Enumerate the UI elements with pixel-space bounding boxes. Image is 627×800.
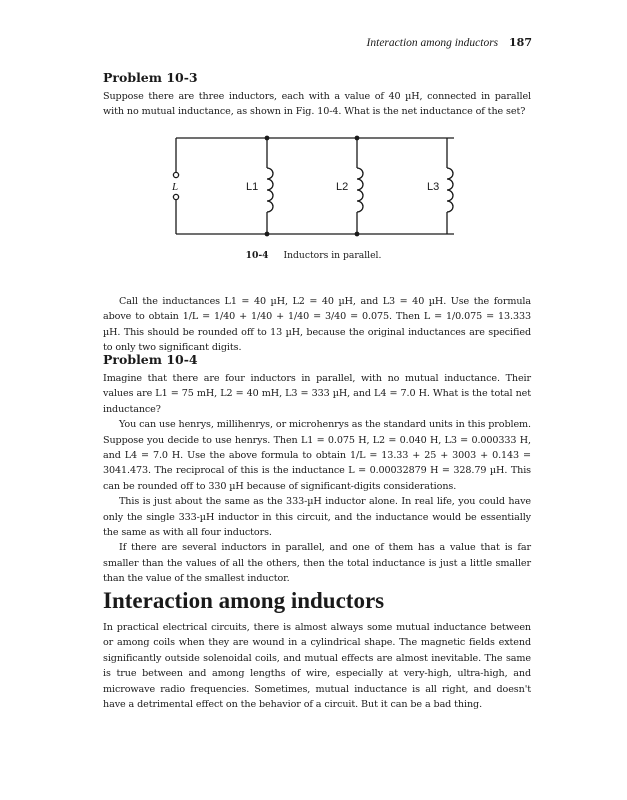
- problem-10-4-block: [103, 352, 531, 587]
- bottom-terminal: [173, 194, 178, 199]
- problem-10-3-heading: Problem 10-3: [103, 70, 198, 85]
- parallel-inductors-diagram: [160, 132, 470, 240]
- label-l1: L1: [246, 181, 259, 193]
- problem-10-3-question-block: [103, 70, 531, 120]
- inductor-l2: [357, 138, 363, 234]
- junction-dot: [265, 136, 270, 141]
- problem-10-4-answer-3: If there are several inductors in parallel, and one of them has a value that is far smaller than the values of all the others, then the total inductance is just a little smaller than the value of the smallest inductor.: [103, 542, 531, 585]
- inductor-l3: [447, 138, 453, 234]
- figure-caption: [0, 250, 627, 261]
- label-l-total: L: [172, 181, 179, 193]
- problem-10-4-question: Imagine that there are four inductors in parallel, with no mutual inductance. Their values are L1 = 75 mH, L2 = 40 mH, L3 = 333 µH, and L4 = 7.0 H. What is the total net inductance?: [103, 373, 531, 415]
- running-header: [367, 36, 532, 49]
- junction-dot: [355, 232, 360, 237]
- problem-10-3-question: Suppose there are three inductors, each with a value of 40 µH, connected in parallel with no mutual inductance, as shown in Fig. 10-4. What is the net inductance of the set?: [103, 91, 531, 118]
- problem-10-3-answer: Call the inductances L1 = 40 µH, L2 = 40 µH, and L3 = 40 µH. Use the formula above to obtain 1/L = 1/40 + 1/40 + 1/40 = 3/40 = 0.075. Then L = 1/0.075 = 13.333 µH. This should be rounded off to 13 µH, because the original inductances are specified to only two significant digits.: [103, 296, 531, 354]
- junction-dot: [265, 232, 270, 237]
- junction-dot: [355, 136, 360, 141]
- figure-caption-text: Inductors in parallel.: [283, 250, 382, 261]
- label-l2: L2: [336, 181, 349, 193]
- problem-10-4-answer-1: You can use henrys, millihenrys, or microhenrys as the standard units in this problem. Suppose you decide to use henrys. Then L1 = 0.075 H, L2 = 0.040 H, L3 = 0.000333 H, and L4 = 7.0 H. Use the above formula to obtain 1/L = 13.33 + 25 + 3003 + 0.143 = 3041.473. The reciprocal of this is the inductance L = 0.00032879 H = 328.79 µH. This can be rounded off to 330 µH because of significant-digits considerations.: [103, 419, 531, 492]
- problem-10-4-answer-2: This is just about the same as the 333-µH inductor alone. In real life, you could have only the single 333-µH inductor in this circuit, and the inductance would be essentially the same as with all four inductors.: [103, 496, 531, 539]
- inductor-l1: [267, 138, 273, 234]
- top-terminal: [173, 172, 178, 177]
- problem-10-3-answer-block: [103, 294, 531, 356]
- problem-10-4-heading: Problem 10-4: [103, 352, 198, 367]
- label-l3: L3: [427, 181, 440, 193]
- page-number: 187: [509, 36, 532, 49]
- running-title: Interaction among inductors: [366, 37, 499, 49]
- section-body-block: [103, 620, 531, 712]
- figure-number: 10-4: [245, 250, 269, 261]
- section-body: In practical electrical circuits, there is almost always some mutual inductance between or among coils when they are wound in a cylindrical shape. The magnetic fields extend significantly outside solenoidal coils, and mutual effects are almost inevitable. The same is true between and among lengths of wire, especially at very-high, ultra-high, and microwave radio frequencies. Sometimes, mutual inductance is all right, and doesn't have a detrimental effect on the behavior of a circuit. But it can be a bad thing.: [103, 622, 531, 711]
- section-heading: Interaction among inductors: [103, 588, 385, 613]
